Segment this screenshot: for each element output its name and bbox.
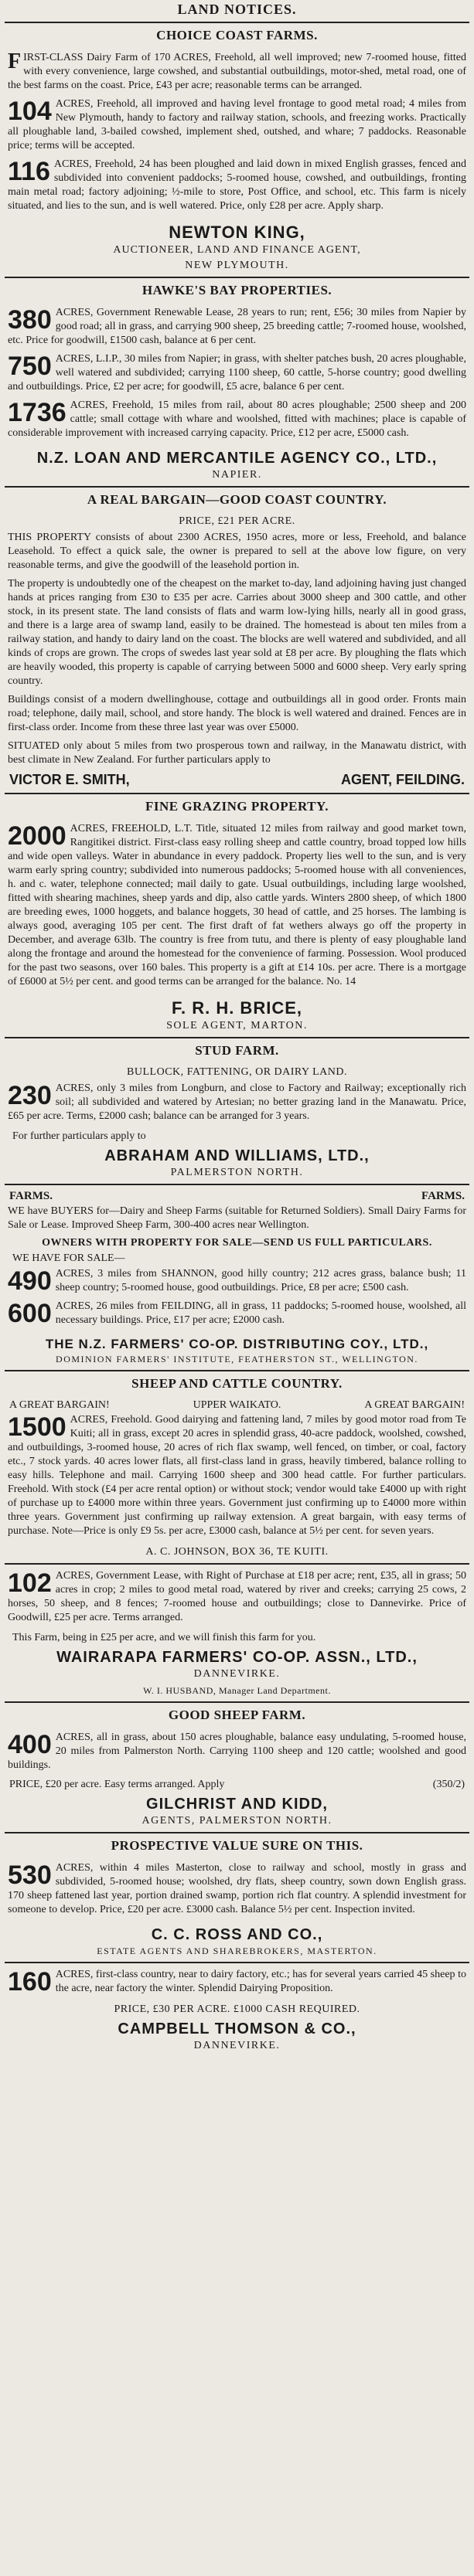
bargain-line — [9, 1399, 465, 1412]
agent-name: GILCHRIST AND KIDD, — [146, 1796, 328, 1813]
banner-line: OWNERS WITH PROPERTY FOR SALE—SEND US FULL PARTICULARS. — [42, 1237, 432, 1249]
contact-line: A. C. JOHNSON, BOX 36, TE KUITI. — [145, 1546, 329, 1558]
listing-text: Buildings consist of a modern dwellinghouse, cottage and outbuildings all in good order. Fronts main road; telephone, daily mail, school, and store handy. The block is well watered and drained. Fences are in first-class order. Income from these three last year was over £5000. — [8, 694, 466, 733]
agent-location: DANNEVIRKE. — [193, 1668, 281, 1680]
agent-location: PALMERSTON NORTH. — [170, 1167, 304, 1178]
subheading: WE HAVE FOR SALE— — [12, 1252, 125, 1264]
divider — [5, 22, 469, 23]
listing — [8, 1731, 466, 1772]
listing — [8, 97, 466, 153]
listing-text: ACRES, Freehold. Good dairying and fattening land, 7 miles by good motor road from Te Kuiti; all in grass, except 20 acres in splendid grass, 40-acre paddock, woolshed, cowshed, and outbuildings, 3-roomed house, 20 acres of rich flax swamp, well fenced, on timber, or coal, factory etc., 7 stock yards. 40 acres lower flats, all first-class land in grass, heavily timbered, balance rolling to easy hills. Telephone and mail. Carrying 1600 sheep and 300 head cattle. For further particulars. Freehold. With stock (£4 per acre rental option) or without stock; vendor would take £4000 up with right of purchase up to £4000 more within three years. Government just confirming up to £4000 more within three years. Government just confirming up railway extension. A great bargain, with easy terms of purchase. Note—Price is only £9 5s. per acre, £3000 cash, balance at 5½ per cent. for seven years. — [8, 1414, 466, 1537]
price-line — [9, 1779, 465, 1791]
section-fine-grazing — [5, 799, 469, 1032]
listing-text: ACRES, within 4 miles Masterton, close to railway and school, mostly in grass and subdivided, 5-roomed house; woolshed, dry flats, sheep country, sown down English grass. 170 sheep fattened last year, portion drained swamp, portion rich flat country. A splendid investment for someone to develop. Price, £20 per acre. £3000 cash. Balance 5½ per cent. Inspection invited. — [8, 1862, 466, 1915]
contact-line: For further particulars apply to — [12, 1130, 146, 1142]
acreage-number: 380 — [8, 305, 52, 335]
divider — [5, 1832, 469, 1833]
section-heading-right: FARMS. — [421, 1190, 465, 1202]
agent-name: VICTOR E. SMITH, — [9, 772, 130, 787]
bargain-left: A GREAT BARGAIN! — [9, 1399, 110, 1411]
acreage-number: 230 — [8, 1081, 52, 1110]
listing-text: ACRES, FREEHOLD, L.T. Title, situated 12 miles from railway and good market town, Rangitikei district. First-class easy rolling sheep and cattle country, broad topped low hills and wide open valleys. Water in abundance in every paddock. Property lies well to the sun, and is very warm early spring country; subdivided into numerous paddocks; 5-roomed house with all conveniences, h. and c. water, telephone connected; mail daily to gate. Usual outbuildings, including large woolshed, fitted with shearing machines, sheep yards and dip, also cattle yards. Winters 2800 sheep, of which 1800 are breeding ewes, 1000 hoggets, and balance hoggets, 30 head of cattle, and 25 horses. The lambing is always good, averaging 105 per cent. The first draft of fat wethers always go off the property in December, and average 63lb. The country is free from tutu, and there is plenty of easy ploughable land along the frontage and around the homestead for the convenience of farming. Possession. Wool produced for the past two seasons, over 160 bales. This property is a gift at £14 10s. per acre. There is a mortgage of £6000 at 5½ per cent. and good terms can be arranged for the balance. — [8, 823, 466, 987]
divider — [5, 1962, 469, 1963]
acreage-number: 160 — [8, 1967, 52, 1997]
section-heading: HAWKE'S BAY PROPERTIES. — [142, 283, 332, 297]
agent-name: NEWTON KING, — [169, 223, 305, 242]
agent-description: AUCTIONEER, LAND AND FINANCE AGENT, — [113, 244, 361, 256]
listing — [8, 51, 466, 93]
divider — [5, 1037, 469, 1038]
agent-location: ESTATE AGENTS AND SHAREBROKERS, MASTERTON. — [97, 1946, 377, 1956]
section-prospective-value — [5, 1838, 469, 1957]
section-heading: PROSPECTIVE VALUE SURE ON THIS. — [111, 1838, 363, 1853]
listing-text: THIS PROPERTY consists of about 2300 ACRES, 1950 acres, more or less, Freehold, and balance Leasehold. To effect a quick sale, the owner is prepared to sell at the above low figure, on very reasonable terms, and give the goodwill of the leasehold portion in. — [8, 532, 466, 571]
section-wairarapa — [5, 1569, 469, 1697]
listing-text: ACRES, Freehold, 15 miles from rail, about 80 acres ploughable; 2500 sheep and 200 cattle; small cottage with whare and woolshed, fitted with machines; place is capable of considerable improvement with increased carrying capacity. Price, £12 per acre, £5000 cash. — [8, 399, 466, 439]
acreage-number: 1500 — [8, 1412, 66, 1442]
farms-header — [9, 1190, 465, 1203]
section-heading: CHOICE COAST FARMS. — [156, 28, 318, 42]
listing-text: ACRES, 3 miles from SHANNON, good hilly country; 212 acres grass, balance bush; 11 sheep country; 5-roomed house, good outbuildings. Price, £8 per acre; £500 cash. — [55, 1268, 466, 1293]
price-text: PRICE, £20 per acre. Easy terms arranged. Apply — [9, 1779, 225, 1790]
agent-location: NEW PLYMOUTH. — [185, 260, 289, 271]
agent-name: C. C. ROSS AND CO., — [151, 1926, 323, 1943]
acreage-number: 750 — [8, 352, 52, 381]
section-heading: FINE GRAZING PROPERTY. — [145, 799, 329, 814]
section-heading: STUD FARM. — [195, 1043, 279, 1058]
section-heading: A REAL BARGAIN—GOOD COAST COUNTRY. — [87, 492, 387, 507]
listing — [8, 822, 466, 989]
listing — [8, 1861, 466, 1917]
price-line: PRICE, £21 PER ACRE. — [179, 515, 295, 527]
divider — [5, 793, 469, 794]
note-line: This Farm, being in £25 per acre, and we will finish this farm for you. — [12, 1632, 316, 1643]
listing — [8, 1267, 466, 1295]
listing-text: ACRES, 26 miles from FEILDING, all in grass, 11 paddocks; 5-roomed house, woolshed, all necessary buildings. Price, £17 per acre; £2000 cash. — [55, 1300, 466, 1326]
agent-location: AGENTS, PALMERSTON NORTH. — [142, 1815, 332, 1827]
agent-name: CAMPBELL THOMSON & CO., — [118, 2020, 356, 2037]
listing — [8, 1082, 466, 1123]
section-heading: GOOD SHEEP FARM. — [168, 1708, 306, 1722]
acreage-number: 600 — [8, 1299, 52, 1328]
listing-text: WE have BUYERS for—Dairy and Sheep Farms (suitable for Returned Soldiers). Small Dairy Farms for Sale or Lease. Improved Sheep Farm, 300-400 acres near Wellington. — [8, 1205, 466, 1231]
section-real-bargain — [5, 492, 469, 788]
listing — [8, 158, 466, 213]
bargain-right: A GREAT BARGAIN! — [364, 1399, 465, 1411]
listing — [8, 1413, 466, 1538]
agent-line — [9, 772, 465, 788]
listing-text: ACRES, only 3 miles from Longburn, and close to Factory and Railway; exceptionally rich soil; all subdivided and watered by Artesian; no better grazing land in the Manawatu. Price, £65 per acre. Terms, £2000 cash; balance can be arranged for 3 years. — [8, 1082, 466, 1122]
listing-text: ACRES, Government Lease, with Right of Purchase at £18 per acre; rent, £35, all in grass; 50 acres in crop; 2 miles to good metal road, watered by river and creeks; carrying 25 cows, 2 horses, 50 sheep, and 8 fences; 7-roomed house and outbuildings; close to Dannevirke. Price of Goodwill, £25 per acre. Terms arranged. — [8, 1570, 466, 1623]
section-hawkes-bay — [5, 283, 469, 481]
acreage-number: 1736 — [8, 398, 66, 427]
divider — [5, 486, 469, 488]
listing-text: ACRES, all in grass, about 150 acres ploughable, balance easy undulating, 5-roomed house, 20 miles from Palmerston North. Carrying 1100 sheep and 120 cattle; woolshed and good buildings. — [8, 1731, 466, 1771]
listing-text: ACRES, first-class country, near to dairy factory, etc.; has for several years carried 45 sheep to the acre, near factory the winter. Splendid Dairying Proposition. — [55, 1969, 466, 1994]
listing — [8, 352, 466, 394]
section-subheading: BULLOCK, FATTENING, OR DAIRY LAND. — [127, 1066, 347, 1078]
agent-name: THE N.Z. FARMERS' CO-OP. DISTRIBUTING COY., LTD., — [45, 1337, 429, 1351]
agent-location: DOMINION FARMERS' INSTITUTE, FEATHERSTON ST., WELLINGTON. — [56, 1354, 418, 1364]
agent-name: N.Z. LOAN AND MERCANTILE AGENCY CO., LTD., — [36, 450, 438, 467]
divider — [5, 1370, 469, 1371]
acreage-number: 530 — [8, 1861, 52, 1890]
agent-location: DANNEVIRKE. — [193, 2040, 281, 2051]
listing — [8, 306, 466, 348]
divider — [5, 1563, 469, 1565]
listing-text: ACRES, L.I.P., 30 miles from Napier; in grass, with shelter patches bush, 20 acres ploughable, well watered and subdivided; carrying 1100 sheep, 60 cattle, 5-horse country; good dwelling and outbuildings. Price, £2 per acre; for goodwill, £5 acre, balance 6 per cent. — [8, 353, 466, 393]
divider — [5, 1701, 469, 1703]
listing — [8, 1968, 466, 1996]
divider — [5, 277, 469, 278]
listing-text: The property is undoubtedly one of the cheapest on the market to-day, land adjoining having just changed hands at prices ranging from £30 to £35 per acre. Carries about 3000 sheep and 300 cattle, and other stock, in its present state. The land consists of flats and warm low-lying hills, nearly all in good grass, and there is a large area of swamp land, easily to be drained. The homestead is about ten miles from a railway station, and handy to dairy land on the coast. The blocks are well watered and subdivided, and all kinds of crops are grown. The crops of swedes last year sold at £8 per acre. By ploughing the flats which are heavily wooded, this property is capable of carrying between 5000 and 6000 sheep. Very early spring country. — [8, 578, 466, 687]
reference-number: (350/2) — [432, 1779, 465, 1790]
listing — [8, 1569, 466, 1625]
acreage-number: 490 — [8, 1266, 52, 1296]
agent-name: WAIRARAPA FARMERS' CO-OP. ASSN., LTD., — [56, 1649, 418, 1666]
agent-manager: W. I. HUSBAND, Manager Land Department. — [143, 1685, 331, 1696]
agent-location: NAPIER. — [212, 469, 262, 481]
price-line: PRICE, £30 PER ACRE. £1000 CASH REQUIRED. — [114, 2003, 360, 2015]
divider — [5, 1184, 469, 1185]
section-choice-coast-farms — [5, 28, 469, 272]
section-dairy-proposition — [5, 1968, 469, 2052]
page-title: LAND NOTICES. — [177, 2, 297, 17]
acreage-number: 116 — [8, 157, 50, 186]
listing-text: IRST-CLASS Dairy Farm of 170 ACRES, Freehold, all well improved; new 7-roomed house, fitted with every convenience, large cowshed, and substantial outbuildings, motor-shed, metal road, one of the best farms on the coast. Price, £43 per acre; reasonable terms can be arranged. — [8, 52, 466, 91]
agent-name: ABRAHAM AND WILLIAMS, LTD., — [104, 1147, 370, 1164]
agent-location: AGENT, FEILDING. — [340, 772, 465, 787]
acreage-number: 2000 — [8, 821, 66, 851]
listing-text: SITUATED only about 5 miles from two prosperous town and railway, in the Manawatu district, with best climate in New Zealand. For further particulars apply to — [8, 740, 466, 766]
bargain-middle: UPPER WAIKATO. — [193, 1399, 281, 1411]
acreage-number: 104 — [8, 97, 52, 126]
agent-location: SOLE AGENT, MARTON. — [166, 1020, 308, 1031]
acreage-number: 400 — [8, 1730, 52, 1759]
agent-name: F. R. H. BRICE, — [171, 998, 302, 1018]
section-stud-farm — [5, 1043, 469, 1179]
reference-number: No. 14 — [326, 976, 356, 987]
listing — [8, 399, 466, 440]
section-heading: SHEEP AND CATTLE COUNTRY. — [131, 1376, 343, 1391]
listing-text: ACRES, Freehold, 24 has been ploughed and laid down in mixed English grasses, fenced and subdivided into convenient paddocks; 5-roomed house, cowshed, and outbuildings, fronting main metal road; factory adjoining; ½-mile to store, Post Office, and school, etc. This farm is nicely situated, and lies to the sun, and is well watered. Price, only £28 per acre. Apply sharp. — [8, 158, 466, 212]
drop-cap: F — [8, 49, 22, 73]
listing-text: ACRES, Freehold, all improved and having level frontage to good metal road; 4 miles from New Plymouth, handy to factory and railway station, schools, and freezing works. Practically all ploughable land, 3-bailed cowshed, implement shed, outshed, and whare; 7 paddocks. Reasonable price; terms will be accepted. — [8, 98, 466, 151]
section-heading-left: FARMS. — [9, 1190, 53, 1202]
listing — [8, 1300, 466, 1327]
section-sheep-cattle — [5, 1376, 469, 1558]
acreage-number: 102 — [8, 1568, 52, 1598]
listing-text: ACRES, Government Renewable Lease, 28 years to run; rent, £56; 30 miles from Napier by good road; all in grass, and carrying 900 sheep, 25 breeding cattle; 7-roomed house, woolshed, etc. Price for goodwill, £1500 cash, balance at 6 per cent. — [8, 307, 466, 346]
section-good-sheep-farm — [5, 1708, 469, 1827]
section-farms — [5, 1190, 469, 1365]
